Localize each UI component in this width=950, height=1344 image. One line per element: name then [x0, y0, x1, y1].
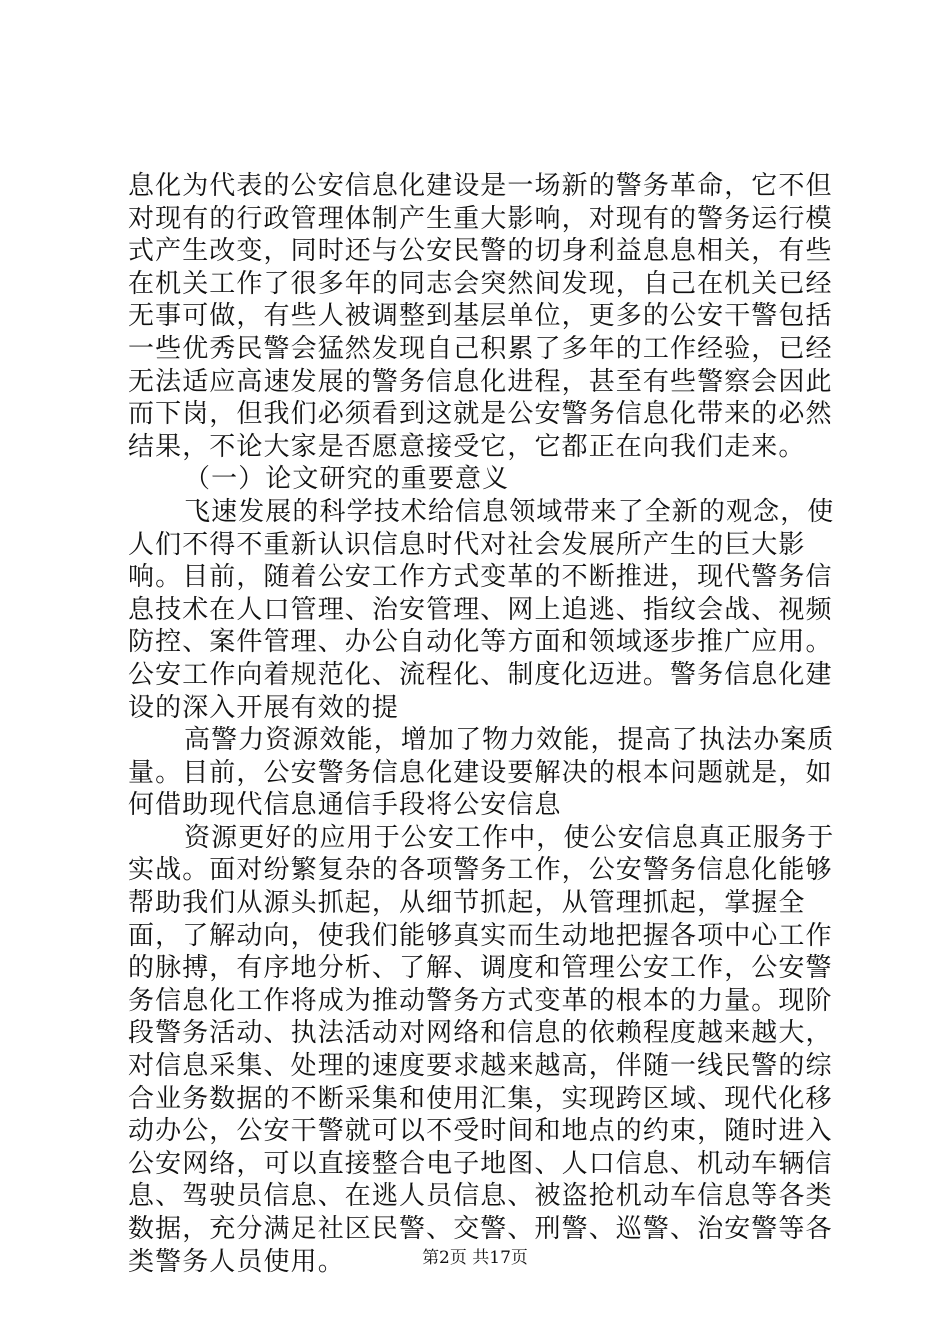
paragraph-significance: 飞速发展的科学技术给信息领域带来了全新的观念，使人们不得不重新认识信息时代对社会发展所产生的巨大影响。目前，随着公安工作方式变革的不断推进，现代警务信息技术在人口管理、治安管理、网上追逃、指纹会战、视频防控、案件管理、办公自动化等方面和领域逐步推广应用。公安工作向着规范化、流程化、制度化迈进。警务信息化建设的深入开展有效的提 [128, 496, 835, 723]
page-number-footer: 第2页 共17页 [422, 1248, 528, 1268]
document-body [128, 170, 848, 1278]
paragraph-continuation: 息化为代表的公安信息化建设是一场新的警务革命，它不但对现有的行政管理体制产生重大影响，对现有的警务运行模式产生改变，同时还与公安民警的切身利益息息相关，有些在机关工作了很多年的同志会突然间发现，自己在机关已经无事可做，有些人被调整到基层单位，更多的公安干警包括一些优秀民警会猛然发现自己积累了多年的工作经验，已经无法适应高速发展的警务信息化进程，甚至有些警察会因此而下岗，但我们必须看到这就是公安警务信息化带来的必然结果，不论大家是否愿意接受它，它都正在向我们走来。 [128, 171, 833, 462]
paragraph-resources: 资源更好的应用于公安工作中，使公安信息真正服务于实战。面对纷繁复杂的各项警务工作，公安警务信息化能够帮助我们从源头抓起，从细节抓起，从管理抓起，掌握全面，了解动向，使我们能够真实而生动地把握各项中心工作的脉搏，有序地分析、了解、调度和管理公安工作，公安警务信息化工作将成为推动警务方式变革的根本的力量。现阶段警务活动、执法活动对网络和信息的依赖程度越来越大，对信息采集、处理的速度要求越来越高，伴随一线民警的综合业务数据的不断采集和使用汇集，实现跨区域、现代化移动办公，公安干警就可以不受时间和地点的约束，随时进入公安网络，可以直接整合电子地图、人口信息、机动车辆信息、驾驶员信息、在逃人员信息、被盗抢机动车信息等各类数据，充分满足社区民警、交警、刑警、巡警、治安警等各类警务人员使用。 [128, 822, 835, 1277]
section-heading: （一）论文研究的重要意义 [184, 464, 510, 495]
paragraph-efficiency: 高警力资源效能，增加了物力效能，提高了执法办案质量。目前，公安警务信息化建设要解决的根本问题就是，如何借助现代信息通信手段将公安信息 [128, 725, 835, 821]
